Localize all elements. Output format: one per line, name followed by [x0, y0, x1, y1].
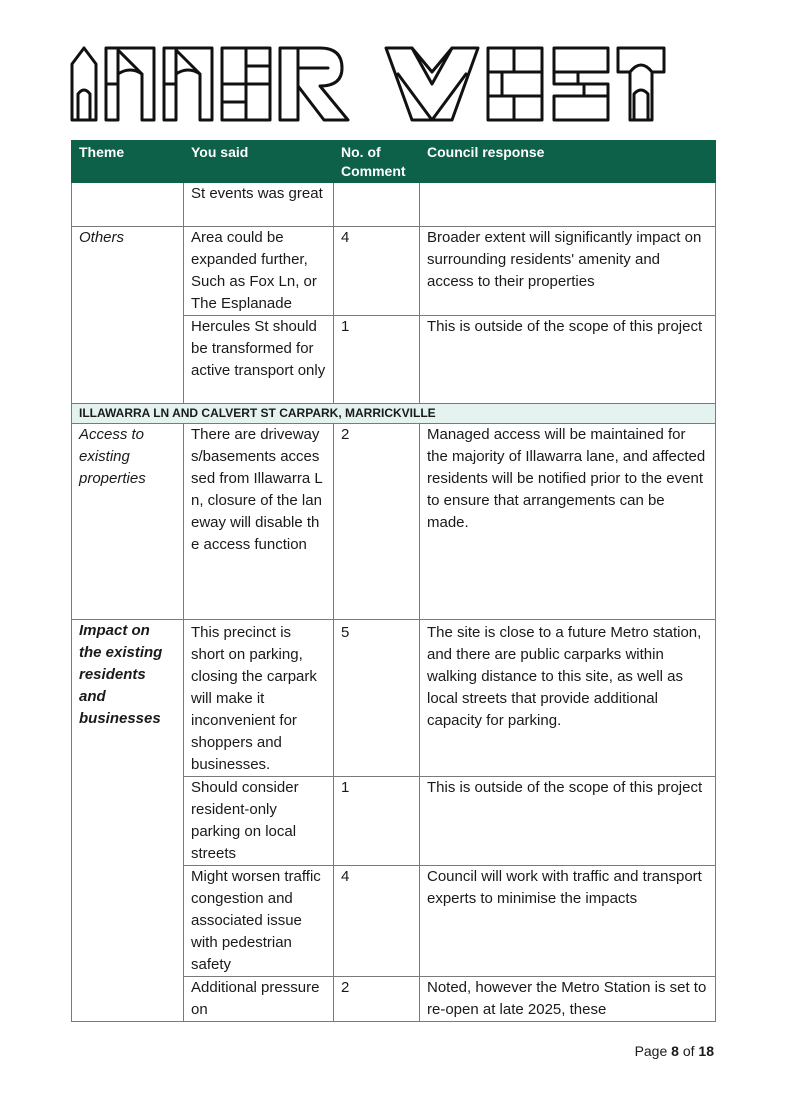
table-row: [72, 424, 716, 620]
table-row: [72, 227, 716, 316]
logo-letter-n2: [164, 48, 212, 120]
row-theme-impact: Impact on the existing residents and businesses: [72, 620, 184, 1022]
row-comment-count: 1: [334, 777, 420, 866]
logo-letter-r: [280, 48, 348, 120]
page-of-label: of: [682, 1043, 695, 1059]
row-comment-count: 5: [334, 620, 420, 777]
page-label: Page: [634, 1043, 668, 1059]
row-council-response: [420, 183, 716, 227]
header-theme: Theme: [72, 141, 184, 183]
table-row: [72, 183, 716, 227]
row-theme: [72, 183, 184, 227]
row-you-said: Hercules St should be transformed for active transport only: [184, 316, 334, 404]
row-you-said: Additional pressure on: [184, 977, 334, 1022]
row-you-said: Area could be expanded further, Such as Fox Ln, or The Esplanade: [184, 227, 334, 316]
inner-west-logo: [68, 44, 668, 122]
logo-letter-e2: [488, 48, 542, 120]
row-comment-count: 1: [334, 316, 420, 404]
row-theme-access: Access to existing properties: [72, 424, 184, 620]
table-row: [72, 620, 716, 777]
row-theme-others: Others: [72, 227, 184, 404]
row-you-said: This precinct is short on parking, closing the carpark will make it inconvenient for shoppers and businesses.: [184, 620, 334, 777]
row-you-said: Might worsen traffic congestion and associated issue with pedestrian safety: [184, 866, 334, 977]
page-current: 8: [671, 1043, 679, 1059]
row-council-response: This is outside of the scope of this project: [420, 777, 716, 866]
row-comment-count: 2: [334, 977, 420, 1022]
header-council-response: Council response: [420, 141, 716, 183]
row-you-said: Should consider resident-only parking on local streets: [184, 777, 334, 866]
section-header-row: [72, 404, 716, 424]
logo-letter-e: [222, 48, 270, 120]
row-council-response: The site is close to a future Metro station, and there are public carparks within walking distance to this site, as well as local streets that provide additional capacity for parking.: [420, 620, 716, 777]
header-comment-count: No. of Comment: [334, 141, 420, 183]
header-you-said: You said: [184, 141, 334, 183]
row-comment-count: [334, 183, 420, 227]
inner-west-logo-art: [68, 44, 668, 122]
row-you-said: There are driveways/basements accessed from Illawarra Ln, closure of the laneway will disable the access function: [184, 424, 334, 620]
row-council-response: Council will work with traffic and transport experts to minimise the impacts: [420, 866, 716, 977]
section-title: ILLAWARRA LN AND CALVERT ST CARPARK, MARRICKVILLE: [72, 404, 716, 424]
page-total: 18: [698, 1043, 714, 1059]
logo-letter-i: [72, 48, 96, 120]
table-header-row: [72, 141, 716, 183]
row-council-response: Broader extent will significantly impact on surrounding residents' amenity and access to their properties: [420, 227, 716, 316]
row-comment-count: 2: [334, 424, 420, 620]
page-number: [635, 1043, 714, 1059]
row-council-response: This is outside of the scope of this project: [420, 316, 716, 404]
logo-letter-n1: [106, 48, 154, 120]
row-council-response: Managed access will be maintained for the majority of Illawarra lane, and affected residents will be notified prior to the event to ensure that arrangements can be made.: [420, 424, 716, 620]
logo-letter-t: [618, 48, 664, 120]
logo-letter-w: [386, 48, 478, 120]
row-comment-count: 4: [334, 866, 420, 977]
row-you-said: St events was great: [184, 183, 334, 227]
row-comment-count: 4: [334, 227, 420, 316]
feedback-table: [71, 140, 716, 1022]
logo-letter-s: [554, 48, 608, 120]
row-council-response: Noted, however the Metro Station is set to re-open at late 2025, these: [420, 977, 716, 1022]
